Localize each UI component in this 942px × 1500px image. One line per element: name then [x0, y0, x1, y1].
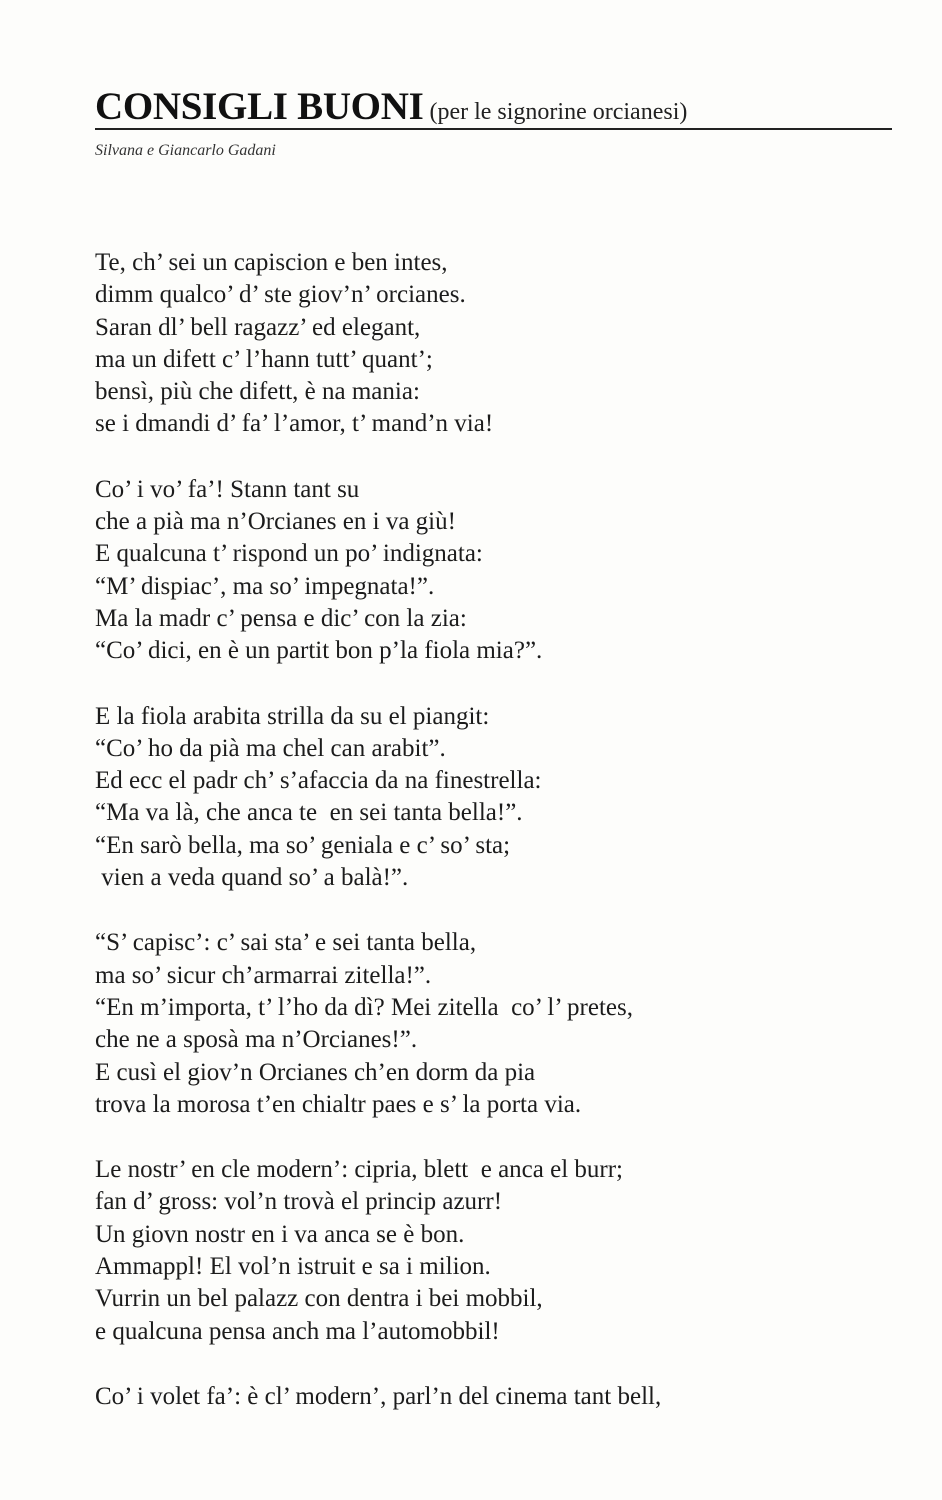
poem-line: che a pià ma n’Orcianes en i va giù!	[95, 508, 456, 536]
poem-line: Co’ i vo’ fa’! Stann tant su	[95, 475, 360, 503]
poem-line: che ne a sposà ma n’Orcianes!”.	[95, 1026, 418, 1054]
stanza	[95, 927, 875, 1121]
poem-line: E qualcuna t’ rispond un po’ indignata:	[95, 540, 483, 568]
poem-line: “M’ dispiac’, ma so’ impegnata!”.	[95, 572, 435, 600]
poem-line: “En m’importa, t’ l’ho da dì? Mei zitella co’ l’ pretes,	[95, 993, 633, 1021]
stanza	[95, 1154, 875, 1348]
poem-line: bensì, più che difett, è na mania:	[95, 378, 420, 406]
header	[95, 84, 892, 130]
poem-line: ma un difett c’ l’hann tutt’ quant’;	[95, 345, 433, 373]
poem-line: “En sarò bella, ma so’ geniala e c’ so’ sta;	[95, 831, 511, 859]
poem-line: “S’ capisc’: c’ sai sta’ e sei tanta bella,	[95, 929, 477, 957]
poem-line: “Ma va là, che anca te en sei tanta bella!”.	[95, 799, 523, 827]
poem-line: “Co’ ho da pià ma chel can arabit”.	[95, 734, 446, 762]
poem-line: Ma la madr c’ pensa e dic’ con la zia:	[95, 604, 467, 632]
poem-line: se i dmandi d’ fa’ l’amor, t’ mand’n via!	[95, 410, 494, 438]
poem-line: “Co’ dici, en è un partit bon p’la fiola mia?”.	[95, 637, 543, 665]
stanza	[95, 1381, 875, 1413]
poem-line: ma so’ sicur ch’armarrai zitella!”.	[95, 961, 432, 989]
poem-line: Ammappl! El vol’n istruit e sa i milion.	[95, 1253, 491, 1281]
title-rule	[95, 128, 892, 130]
poem-line: E cusì el giov’n Orcianes ch’en dorm da pia	[95, 1058, 536, 1086]
poem-line: E la fiola arabita strilla da su el piangit:	[95, 702, 490, 730]
authors-byline: Silvana e Giancarlo Gadani	[95, 142, 276, 159]
poem-line: Co’ i volet fa’: è cl’ modern’, parl’n del cinema tant bell,	[95, 1382, 662, 1410]
poem-line: fan d’ gross: vol’n trovà el princip azurr!	[95, 1188, 503, 1216]
poem-line: Vurrin un bel palazz con dentra i bei mobbil,	[95, 1285, 543, 1313]
poem-line: dimm qualco’ d’ ste giov’n’ orcianes.	[95, 281, 466, 309]
poem-line: Un giovn nostr en i va anca se è bon.	[95, 1220, 465, 1248]
poem-line: Te, ch’ sei un capiscion e ben intes,	[95, 249, 448, 276]
poem-body	[95, 247, 875, 1446]
poem-line: Saran dl’ bell ragazz’ ed elegant,	[95, 313, 421, 341]
page-subtitle: (per le signorine orcianesi)	[429, 99, 688, 125]
stanza	[95, 247, 875, 441]
poem-line: vien a veda quand so’ a balà!”.	[95, 864, 409, 892]
poem-line: Ed ecc el padr ch’ s’afaccia da na finestrella:	[95, 767, 542, 795]
stanza	[95, 701, 875, 895]
poem-line: e qualcuna pensa anch ma l’automobbil!	[95, 1317, 500, 1345]
poem-line: Le nostr’ en cle modern’: cipria, blett e anca el burr;	[95, 1156, 624, 1184]
poem-line: trova la morosa t’en chialtr paes e s’ la porta via.	[95, 1090, 582, 1118]
stanza	[95, 474, 875, 668]
page-title: CONSIGLI BUONI	[95, 85, 424, 128]
